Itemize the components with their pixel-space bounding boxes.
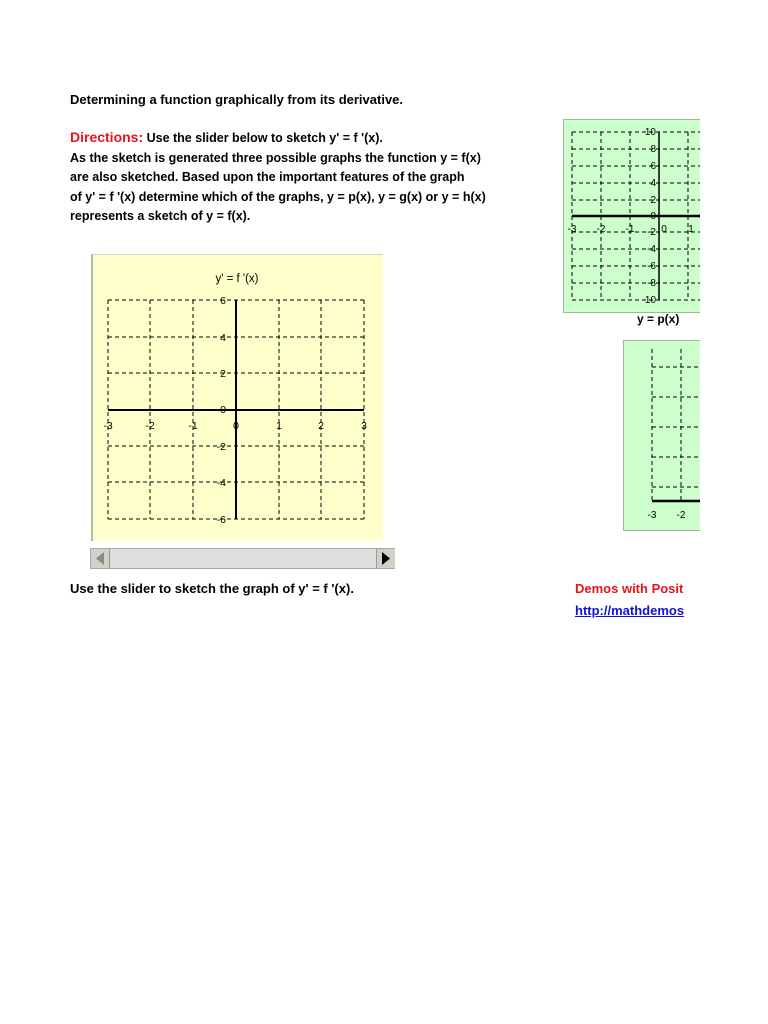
page-heading: Determining a function graphically from its derivative.: [70, 92, 404, 107]
x-tick-label: -1: [188, 420, 198, 432]
x-tick-label: -2: [145, 420, 155, 432]
x-tick-label: -3: [103, 420, 113, 432]
directions-line-5: represents a sketch of y = f(x).: [70, 209, 251, 223]
g-chart-grid: [652, 349, 701, 501]
slider-right-button[interactable]: [376, 549, 395, 568]
y-tick-label: -4: [647, 244, 656, 255]
x-tick-label: -2: [676, 510, 686, 521]
triangle-left-icon: [91, 549, 109, 568]
x-tick-label: -1: [625, 224, 635, 235]
p-chart: [563, 119, 702, 313]
y-tick-label: -6: [216, 514, 226, 526]
directions-text-1: Use the slider below to sketch y' = f '(x).: [146, 131, 383, 145]
y-tick-label: 4: [650, 178, 656, 189]
directions-line-4: of y' = f '(x) determine which of the graphs, y = p(x), y = g(x) or y = h(x): [70, 189, 486, 204]
demos-link[interactable]: http://mathdemos: [575, 603, 685, 618]
derivative-chart-svg: [93, 255, 383, 541]
directions-block: [70, 128, 486, 227]
x-tick-label: -2: [596, 224, 606, 235]
x-tick-label: 0: [233, 420, 239, 432]
slider-instruction: Use the slider to sketch the graph of y' = f '(x).: [70, 581, 354, 596]
y-tick-label: 4: [220, 332, 226, 344]
derivative-chart: [91, 254, 383, 541]
x-tick-label: 1: [688, 224, 694, 235]
derivative-chart-title: y' = f '(x): [215, 273, 259, 285]
y-tick-label: -6: [647, 261, 656, 272]
page-right-margin: [700, 0, 768, 1024]
x-tick-label: 2: [318, 420, 324, 432]
g-chart-svg: [624, 341, 701, 530]
y-tick-label: -8: [647, 278, 656, 289]
x-tick-label: -3: [567, 224, 577, 235]
derivative-slider-track[interactable]: [90, 548, 395, 569]
p-chart-x-labels: [568, 224, 695, 235]
p-chart-caption: y = p(x): [637, 312, 680, 326]
y-tick-label: -2: [647, 227, 656, 238]
y-tick-label: 8: [650, 144, 656, 155]
y-tick-label: 6: [650, 161, 656, 172]
directions-line-3: are also sketched. Based upon the important features of the graph: [70, 170, 465, 184]
y-tick-label: -10: [641, 295, 656, 306]
y-tick-label: 0: [220, 404, 226, 416]
g-chart: [623, 340, 702, 531]
g-chart-x-labels: [648, 510, 686, 521]
y-tick-label: 2: [650, 195, 656, 206]
y-tick-label: 10: [644, 127, 656, 138]
triangle-right-icon: [377, 549, 395, 568]
y-tick-label: -2: [216, 441, 226, 453]
x-tick-label: -3: [647, 510, 657, 521]
slider-left-button[interactable]: [91, 549, 110, 568]
y-tick-label: 6: [220, 295, 226, 307]
directions-line-1: [70, 128, 486, 149]
y-tick-label: -4: [216, 477, 226, 489]
derivative-x-labels: [103, 420, 367, 432]
p-chart-svg: [564, 120, 701, 312]
demos-text: Demos with Posit: [575, 581, 684, 596]
x-tick-label: 3: [361, 420, 367, 432]
y-tick-label: 2: [220, 368, 226, 380]
directions-line-2: As the sketch is generated three possible graphs the function y = f(x): [70, 150, 481, 165]
x-tick-label: 1: [276, 420, 282, 432]
y-tick-label: 0: [650, 211, 656, 222]
directions-label: Directions:: [70, 129, 144, 145]
x-tick-label: 0: [661, 224, 667, 235]
